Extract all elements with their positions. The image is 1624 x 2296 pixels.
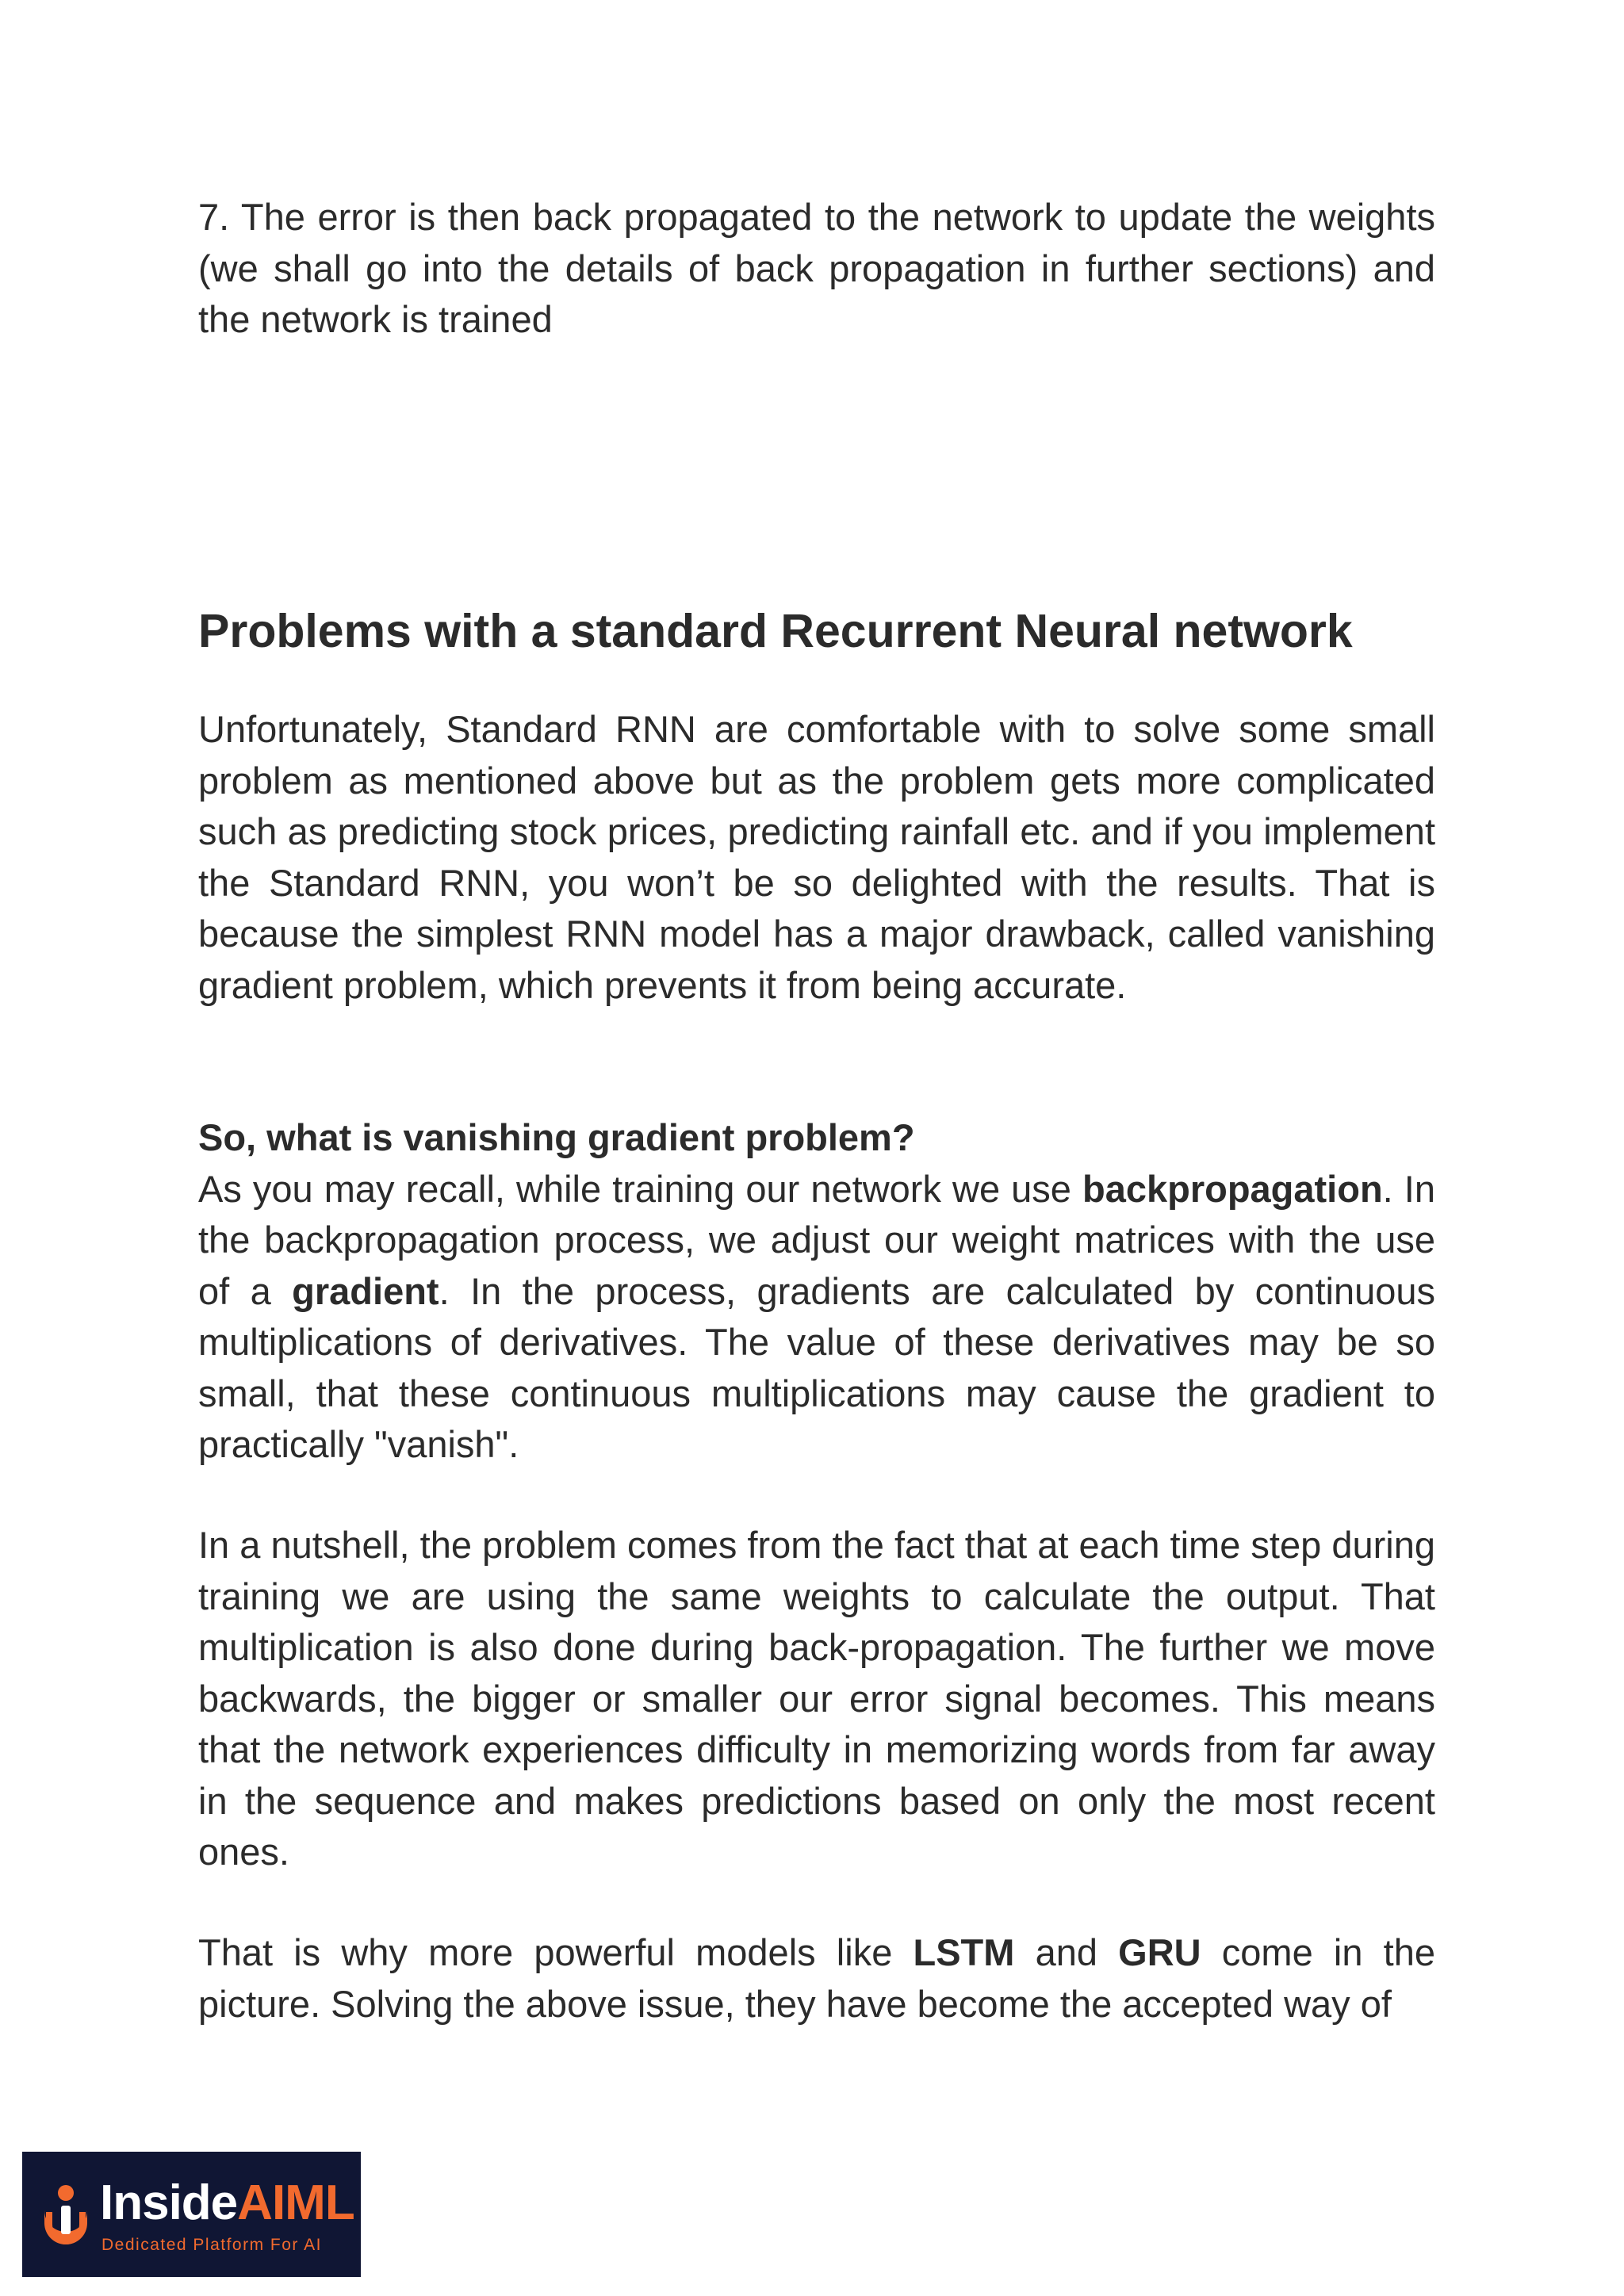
insideaiml-logo xyxy=(22,2152,361,2277)
paragraph-vanishing-gradient-text xyxy=(198,1164,1435,1471)
logo-tagline: Dedicated Platform For AI xyxy=(102,2236,322,2254)
text-run: . In the backpropagation process, we adjust our weight matrices with the use of a xyxy=(198,1167,1435,1312)
text-run: As you may recall, while training our network we use xyxy=(198,1167,1082,1210)
insideaiml-logo-icon xyxy=(38,2183,94,2247)
paragraph-nutshell-text: In a nutshell, the problem comes from the fact that at each time step during training we are using the same weights to calculate the output. That multiplication is also done during back-propagation. The further we move backwards, the bigger or smaller our error signal becomes. This means that the network experiences difficulty in memorizing words from far away in the sequence and makes predictions based on only the most recent ones. xyxy=(198,1524,1435,1873)
bold-term-gru: GRU xyxy=(1118,1931,1201,1973)
paragraph-lstm-gru xyxy=(198,1927,1435,2030)
paragraph-lstm-gru-text xyxy=(198,1927,1435,2030)
paragraph-nutshell xyxy=(198,1520,1435,1878)
paragraph-rnn-drawback-text: Unfortunately, Standard RNN are comfortable with to solve some small problem as mentioned above but as the problem gets more complicated such as predicting stock prices, predicting rainfall etc. and if you implement the Standard RNN, you won’t be so delighted with the results. That is because the simplest RNN model has a major drawback, called vanishing gradient problem, which prevents it from being accurate. xyxy=(198,708,1435,1006)
text-run: That is why more powerful models like xyxy=(198,1931,914,1973)
paragraph-rnn-drawback xyxy=(198,704,1435,1011)
bold-term-gradient: gradient xyxy=(292,1269,439,1312)
logo-wordmark-aiml: AIML xyxy=(237,2175,354,2230)
step-7-paragraph xyxy=(198,192,1435,346)
text-run: come in the picture. Solving the above issue, they have become the accepted way of xyxy=(198,1931,1435,2025)
step-7-text: 7. The error is then back propagated to the network to update the weights (we shall go into the details of back propagation in further sections) and the network is trained xyxy=(198,196,1435,340)
text-run: and xyxy=(1014,1931,1119,1973)
paragraph-vanishing-gradient xyxy=(198,1112,1435,1471)
logo-wordmark-inside: Inside xyxy=(100,2175,238,2230)
bold-term-backpropagation: backpropagation xyxy=(1082,1167,1383,1210)
logo-wordmark xyxy=(100,2175,354,2231)
text-run: . In the process, gradients are calculated by continuous multiplications of derivatives. The value of these derivatives may be so small, that these continuous multiplications may cause the gradient to practically "vanish". xyxy=(198,1269,1436,1465)
bold-term-lstm: LSTM xyxy=(913,1931,1015,1973)
subheading-vanishing-gradient: So, what is vanishing gradient problem? xyxy=(198,1116,915,1158)
section-heading: Problems with a standard Recurrent Neural network xyxy=(198,605,1353,657)
